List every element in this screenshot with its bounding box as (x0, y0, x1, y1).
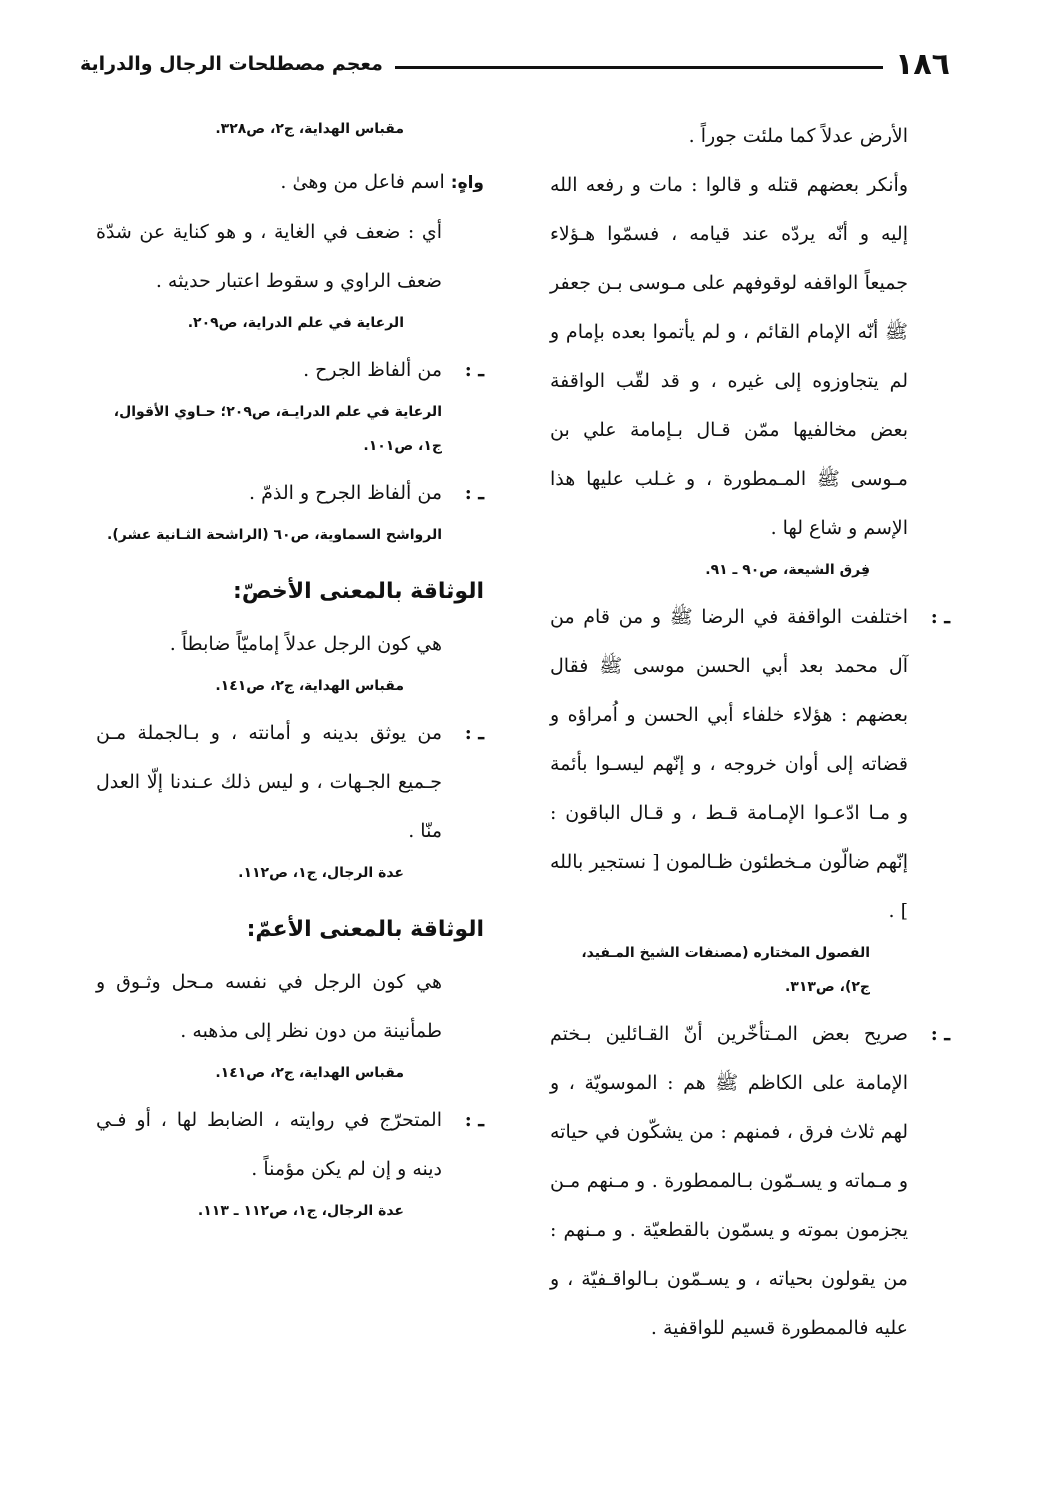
definition-item (550, 1010, 950, 1353)
entry-heading: الوثاقة بالمعنى الأعمّ: (246, 917, 484, 942)
definition-item (96, 1096, 484, 1194)
source-citation: الفصول المختاره (مصنفات الشيخ المـفيد، ج٢)، ص٣١٣. (581, 945, 870, 995)
body-paragraph: الأرض عدلاً كما ملئت جوراً . (688, 125, 908, 147)
body-paragraph: أي : ضعف في الغاية ، و هو كناية عن شدّة ضعف الراوي و سقوط اعتبار حديثه . (96, 221, 442, 292)
running-header (80, 44, 950, 84)
book-title: معجم مصطلحات الرجال والدراية (80, 53, 383, 75)
entry-definition: اسم فاعل من وهىٰ . (280, 171, 445, 193)
source-citation: الرعاية في علم الدرايـة، ص٢٠٩؛ حـاوي الأقوال، ج١، ص١٠١. (113, 404, 442, 454)
source-citation: فِرق الشيعة، ص٩٠ ـ ٩١. (705, 562, 870, 578)
right-column (550, 112, 950, 1353)
source-citation: الرعاية في علم الدراية، ص٢٠٩. (187, 315, 404, 331)
item-marker: ـ : (464, 1109, 484, 1131)
item-marker: ـ : (464, 722, 484, 744)
definition-item (96, 469, 484, 518)
item-text: اختلفت الواقفة في الرضا ﷺ و من قام من آل محمد بعد أبي الحسن موسى ﷺ فقال بعضهم : هؤلاء خلفاء أبي الحسن و اُمراؤه و قضاته إلى أوان خروجه ، و إنّهم ليسـوا بأئمة و مـا ادّعـوا الإمـامة قـط ، و قـال الباقون : إنّهم ضالّون مـخطئون ظـالمون [ نستجير بالله ] . (550, 606, 908, 922)
item-marker: ـ : (930, 1023, 950, 1045)
header-rule (395, 66, 883, 69)
source-citation: الرواشح السماوية، ص٦٠ (الراشحة الثـانية عشر). (107, 527, 442, 543)
page-number: ١٨٦ (895, 46, 950, 82)
entry-heading: الوثاقة بالمعنى الأخصّ: (233, 579, 484, 604)
source-citation: مقباس الهداية، ج٢، ص٣٢٨. (215, 121, 404, 137)
item-marker: ـ : (464, 359, 484, 381)
body-paragraph: وأنكر بعضهم قتله و قالوا : مات و رفعه الله إليه و أنّه يردّه عند قيامه ، فسمّوا هـؤلاء جميعاً الواقفه لوقوفهم على مـوسى بـن جعفر ﷺ أنّه الإمام القائم ، و لم يأتموا بعده بإمام و لم يتجاوزوه إلى غيره ، و قد لقّب الواقفة بعض مخالفيها ممّن قـال بـإمامة علي بن مـوسى ﷺ المـمطورة ، و غـلب عليها هذا الإسم و شاع لها . (550, 174, 908, 539)
definition-item (96, 346, 484, 395)
definition-item (550, 593, 950, 936)
source-citation: عدة الرجال، ج١، ص١١٢. (238, 865, 404, 881)
item-text: من ألفاظ الجرح . (303, 359, 442, 381)
entry-term-definition (96, 158, 484, 208)
body-paragraph: هي كون الرجل في نفسه مـحل وثـوق و طمأنينة من دون نظر إلى مذهبه . (96, 971, 442, 1042)
item-text: من يوثق بدينه و أمانته ، و بـالجملة مـن جـميع الجـهات ، و ليس ذلك عـندنا إلّا العدل منّا . (96, 722, 442, 842)
item-text: صريح بعض المـتأخّرين أنّ القـائلين بـختم الإمامة على الكاظم ﷺ هم : الموسويّة ، و لهم ثلاث فرق ، فمنهم : من يشكّون في حياته و مـماته و يسـمّون بـالممطورة . و مـنهم مـن يجزمون بموته و يسمّون بالقطعيّة . و مـنهم : من يقولون بحياته ، و يسـمّون بـالواقـفيّة ، و عليه فالممطورة قسيم للواقفية . (550, 1023, 908, 1339)
left-column (96, 112, 484, 1234)
item-text: من ألفاظ الجرح و الذمّ . (249, 482, 442, 504)
item-marker: ـ : (930, 606, 950, 628)
source-citation: مقباس الهداية، ج٢، ص١٤١. (215, 678, 404, 694)
item-text: المتحرّج في روايته ، الضابط لها ، أو فـي دينه و إن لم يكن مؤمناً . (96, 1109, 442, 1180)
entry-term: واهٍ: (450, 173, 484, 193)
source-citation: مقباس الهداية، ج٢، ص١٤١. (215, 1065, 404, 1081)
item-marker: ـ : (464, 482, 484, 504)
source-citation: عدة الرجال، ج١، ص١١٢ ـ ١١٣. (197, 1203, 404, 1219)
definition-item (96, 709, 484, 856)
body-paragraph: هي كون الرجل عدلاً إماميّاً ضابطاً . (169, 633, 442, 655)
